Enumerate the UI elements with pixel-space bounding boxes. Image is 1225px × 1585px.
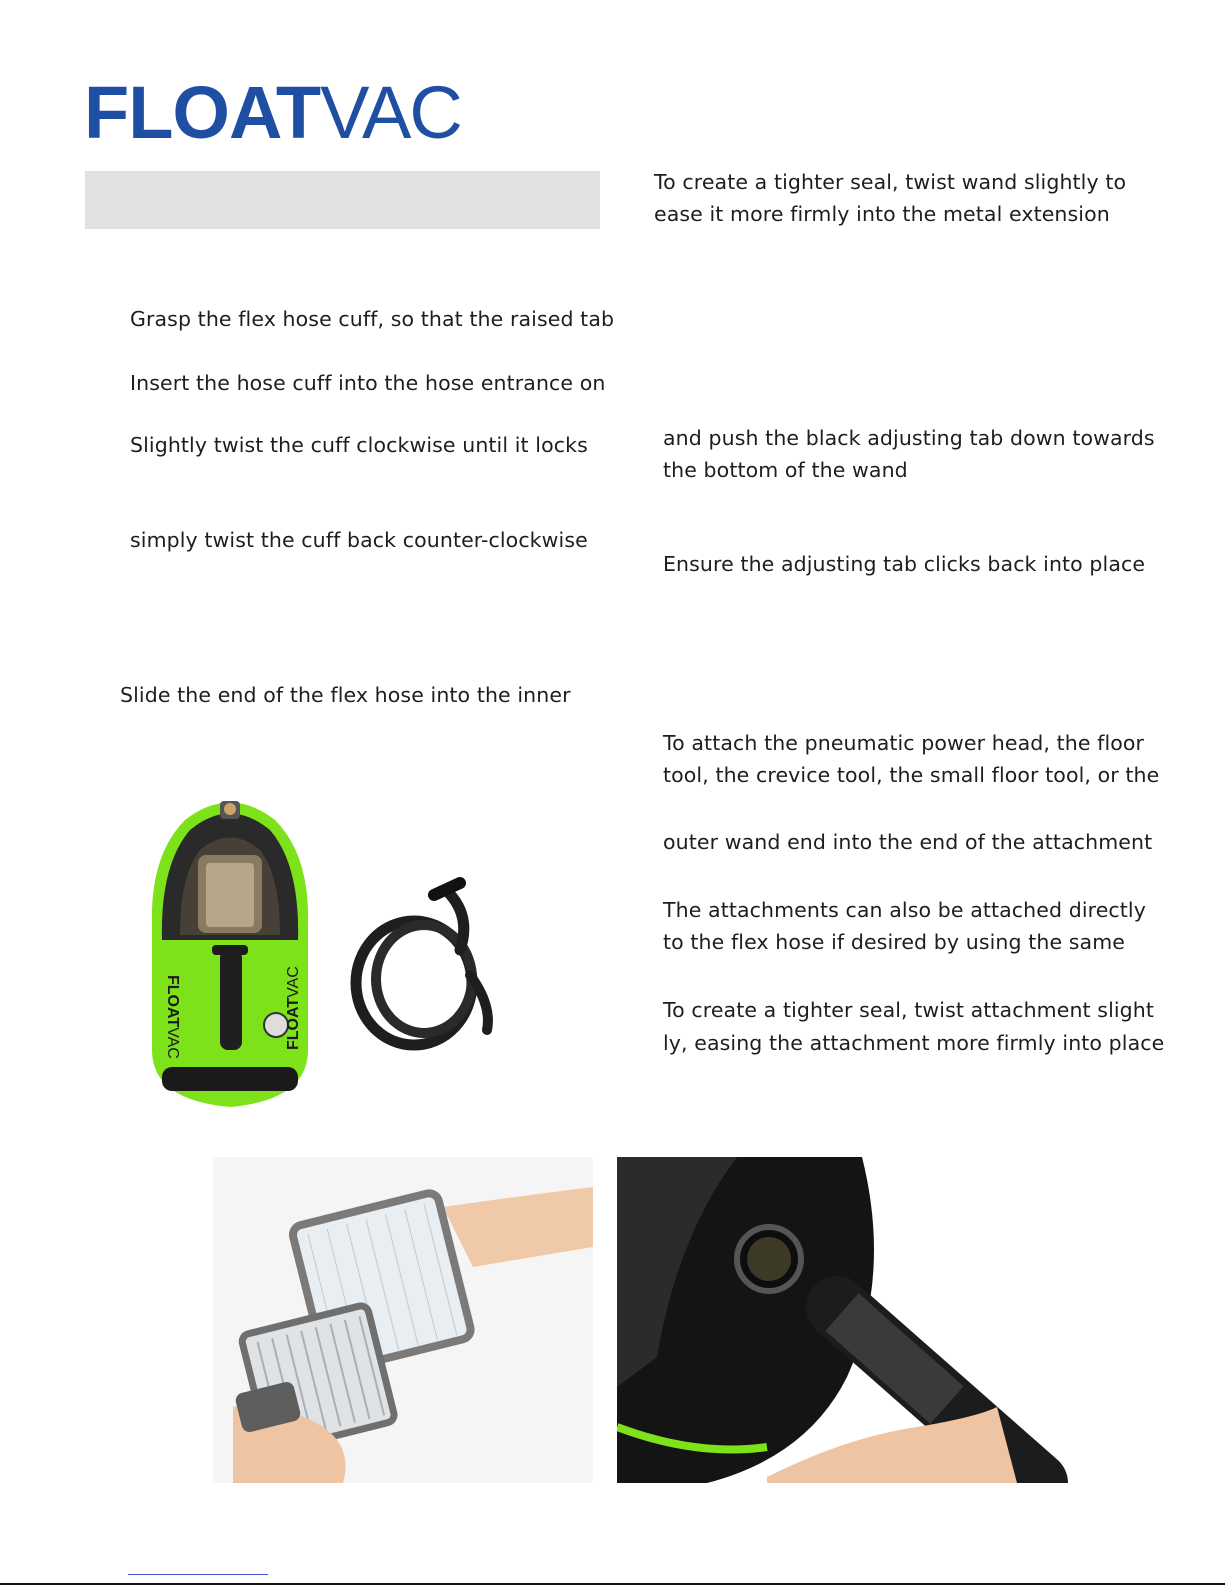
floatvac-logo bbox=[84, 71, 461, 154]
instruction-line: the bottom of the wand bbox=[663, 458, 908, 482]
hose-attach-photo bbox=[617, 1157, 1072, 1483]
instruction-line: Ensure the adjusting tab clicks back into place bbox=[663, 552, 1146, 576]
vacuum-label-right: FLOATVAC bbox=[285, 966, 302, 1050]
instruction-line: and push the black adjusting tab down towards bbox=[663, 426, 1155, 450]
filter-removal-photo bbox=[213, 1157, 593, 1483]
vacuum-label-left: FLOATVAC bbox=[164, 975, 181, 1059]
instruction-line: Grasp the flex hose cuff, so that the raised tab bbox=[130, 307, 615, 331]
footer-link-underline bbox=[128, 1574, 268, 1575]
section-header-bar bbox=[85, 171, 600, 229]
vacuum-canister-image bbox=[140, 795, 320, 1115]
instruction-line: The attachments can also be attached directly bbox=[663, 898, 1146, 922]
instruction-line: To attach the pneumatic power head, the floor bbox=[663, 731, 1145, 755]
instruction-line: to the flex hose if desired by using the same bbox=[663, 930, 1125, 954]
instruction-line: To create a tighter seal, twist wand slightly to bbox=[654, 170, 1127, 194]
instruction-line: tool, the crevice tool, the small floor tool, or the bbox=[663, 763, 1160, 787]
instruction-line: Slightly twist the cuff clockwise until it locks bbox=[130, 433, 588, 457]
instruction-line: Slide the end of the flex hose into the inner bbox=[120, 683, 571, 707]
instruction-line: simply twist the cuff back counter-clockwise bbox=[130, 528, 588, 552]
flex-hose-image bbox=[342, 855, 520, 1090]
instruction-line: ly, easing the attachment more firmly into place bbox=[663, 1031, 1165, 1055]
instruction-line: Insert the hose cuff into the hose entrance on bbox=[130, 371, 606, 395]
instruction-line: ease it more firmly into the metal extension bbox=[654, 202, 1110, 226]
logo-text-bold: FLOAT bbox=[84, 71, 321, 154]
instruction-line: To create a tighter seal, twist attachment slight bbox=[663, 998, 1155, 1022]
logo-text-light: VAC bbox=[320, 71, 461, 154]
instruction-line: outer wand end into the end of the attachment bbox=[663, 830, 1153, 854]
